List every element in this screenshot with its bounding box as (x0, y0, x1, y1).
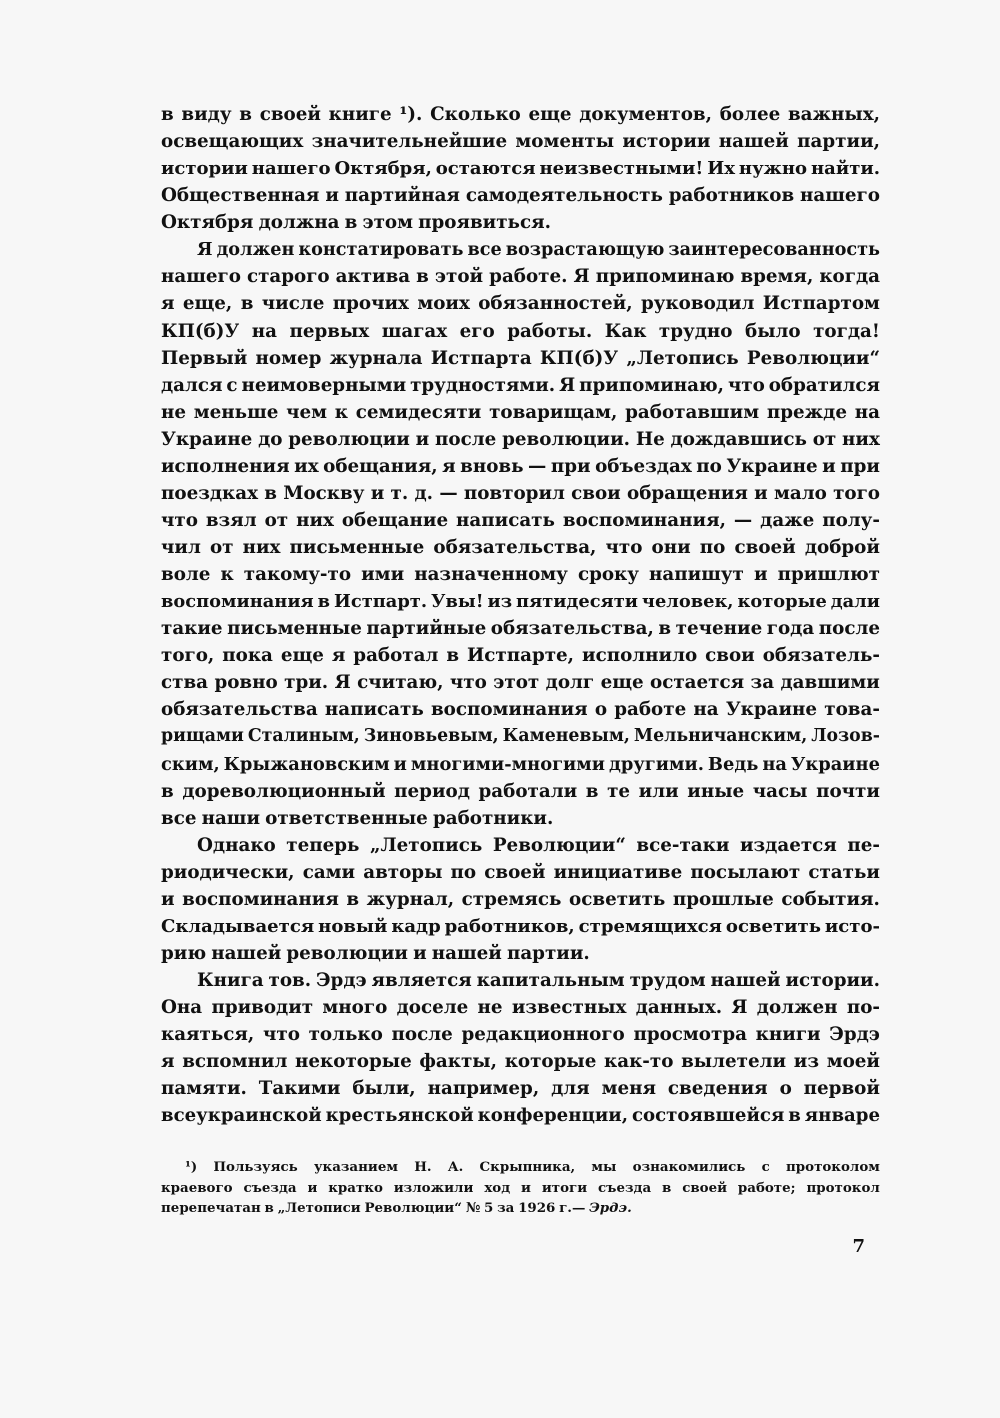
text-line: рищами Сталиным, Зиновьевым, Каменевым, Мельничанским, Лозов- (161, 726, 880, 747)
text-line: поездках в Москву и т. д. — повторил свои обращения и мало того (161, 482, 880, 504)
text-line: воле к такому-то ими назначенному сроку напишут и пришлют (161, 564, 880, 586)
text-line: воспоминания в Истпарт. Увы! из пятидесяти человек, которые дали (161, 591, 880, 613)
text-line: я вспомнил некоторые факты, которые как-то вылетели из моей (161, 1051, 880, 1073)
text-line: всеукраинской крестьянской конференции, состоявшейся в январе (161, 1105, 880, 1127)
text-line: ским, Крыжановским и многими-многими другими. Ведь на Украине (161, 753, 880, 775)
text-line: нашего старого актива в этой работе. Я припоминаю время, когда (161, 266, 880, 288)
text-line: истории нашего Октября, остаются неизвестными! Их нужно найти. (161, 158, 880, 180)
text-line: Однако теперь „Летопись Революции“ все-таки издается пе- (197, 834, 880, 856)
text-line: чил от них письменные обязательства, что они по своей доброй (161, 537, 880, 558)
text-line: дался с неимоверными трудностями. Я припоминаю, что обратился (161, 374, 880, 396)
text-line: Октября должна в этом проявиться. (161, 212, 551, 234)
body-text (161, 101, 880, 1129)
text-line: такие письменные партийные обязательства, в течение года после (161, 618, 880, 640)
text-line: Украине до революции и после революции. Не дождавшись от них (161, 428, 880, 450)
page-number: 7 (852, 1236, 865, 1257)
text-line: Книга тов. Эрдэ является капитальным трудом нашей истории. (197, 970, 880, 991)
text-line: что взял от них обещание написать воспоминания, — даже полу- (161, 509, 880, 531)
footnote (161, 1157, 880, 1219)
text-line: ства ровно три. Я считаю, что этот долг еще остается за давшими (161, 672, 880, 694)
text-line: освещающих значительнейшие моменты истории нашей партии, (161, 131, 880, 153)
text-line: Первый номер журнала Истпарта КП(б)У „Летопись Революции“ (161, 347, 880, 369)
text-line: Складывается новый кадр работников, стремящихся осветить исто- (161, 915, 880, 937)
text-line: Общественная и партийная самодеятельность работников нашего (161, 185, 880, 207)
text-line: КП(б)У на первых шагах его работы. Как трудно было тогда! (161, 320, 880, 342)
text-line: я еще, в числе прочих моих обязанностей, руководил Истпартом (161, 293, 880, 315)
text-line: краевого съезда и кратко изложили ход и итоги съезда в своей работе; протокол (161, 1179, 880, 1196)
text-line: не меньше чем к семидесяти товарищам, работавшим прежде на (161, 401, 880, 423)
text-line: рию нашей революции и нашей партии. (161, 942, 590, 964)
text-line: и воспоминания в журнал, стремясь осветить прошлые события. (161, 888, 880, 910)
text-line: перепечатан в „Летописи Революции“ № 5 за 1926 г.— Эрдэ. (161, 1200, 632, 1216)
text-line: того, пока еще я работал в Истпарте, исполнило свои обязатель- (161, 645, 880, 667)
text-line: исполнения их обещания, я вновь — при объездах по Украине и при (161, 455, 880, 477)
text-line: в дореволюционный период работали в те или иные часы почти (161, 780, 880, 802)
text-line: каяться, что только после редакционного просмотра книги Эрдэ (161, 1024, 880, 1046)
text-line: все наши ответственные работники. (161, 807, 554, 829)
text-line: риодически, сами авторы по своей инициативе посылают статьи (161, 861, 880, 883)
text-line: Она приводит много доселе не известных данных. Я должен по- (161, 997, 880, 1019)
text-line: в виду в своей книге ¹). Сколько еще документов, более важных, (161, 104, 880, 125)
text-line: памяти. Такими были, например, для меня сведения о первой (161, 1078, 880, 1100)
text-line: Я должен констатировать все возрастающую заинтересованность (197, 239, 880, 261)
text-line: ¹) Пользуясь указанием Н. А. Скрыпника, мы ознакомились с протоколом (185, 1159, 880, 1175)
text-line: обязательства написать воспоминания о работе на Украине това- (161, 699, 880, 721)
